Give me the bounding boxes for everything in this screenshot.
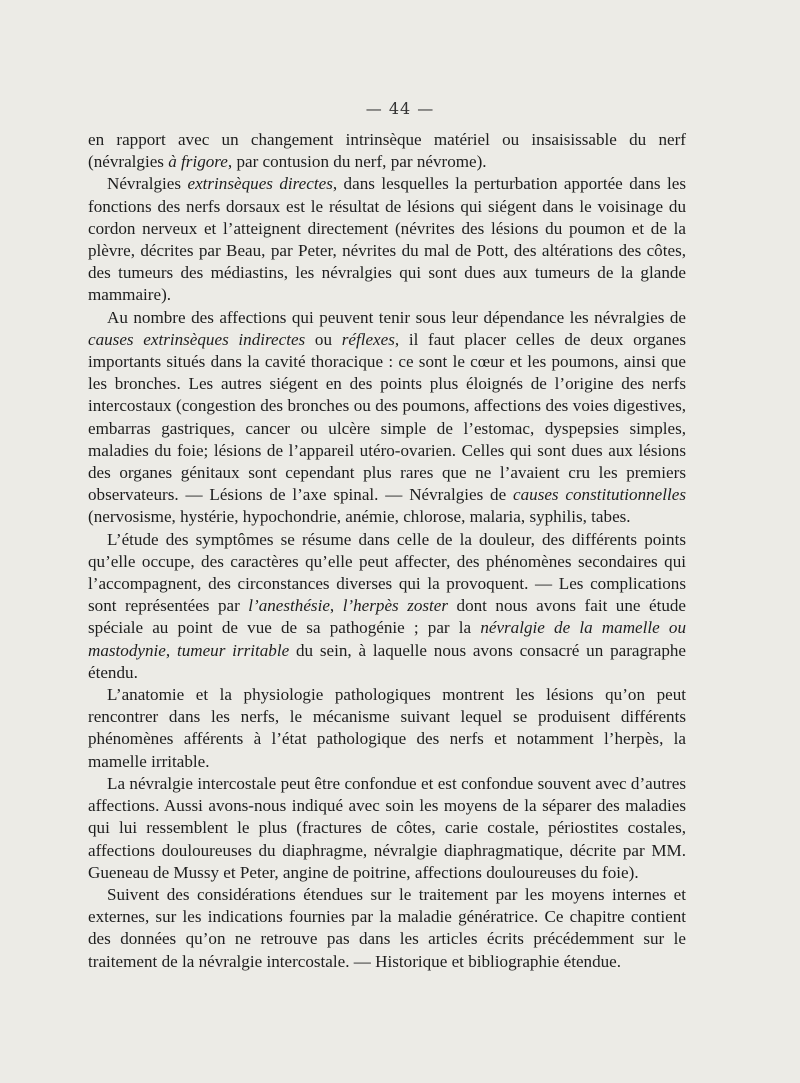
- text-run: en rapport avec un changement intrinsèque matériel ou insaisissable du nerf (névralgies: [88, 130, 686, 172]
- paragraph: [88, 773, 686, 884]
- text-run: , dans lesquelles la perturbation apportée dans les fonctions des nerfs dorsaux est le résultat de lésions qui siégent dans le voisinage du cordon nerveux et l’atteignent directement (névrites des lésions du poumon et de la plèvre, décrites par Beau, par Peter, névrites du mal de Pott, des altérations des côtes, des tumeurs des médiastins, les névralgies qui sont dues aux tumeurs de la glande mammaire).: [88, 174, 686, 305]
- italic-phrase: tumeur irritable: [176, 640, 290, 660]
- text-run: La névralgie intercostale peut être confondue et est confondue souvent avec d’autres affections. Aussi avons-nous indiqué avec soin les moyens de la séparer des maladies qui lui ressemblent le plus (fractures de côtes, carie costale, périostites costales, affections douloureuses du diaphragme, névralgie diaphragmatique, décrite par MM. Gueneau de Mussy et Peter, angine de poitrine, affections douloureuses du foie).: [88, 773, 686, 882]
- italic-phrase: extrinsèques directes: [187, 174, 333, 194]
- italic-phrase: névralgie de la mamelle ou mastodynie: [88, 618, 686, 660]
- text-run: du sein, à laquelle nous avons consacré un paragraphe étendu.: [88, 640, 687, 682]
- text-run: , il faut placer celles de deux organes importants situés dans la cavité thoracique : ce sont le cœur et les poumons, ainsi que les bronches. Les autres siégent en des points plus éloignés de l’origine des nerfs intercostaux (congestion des bronches ou des poumons, affections des voies digestives, embarras gastriques, cancer ou ulcère simple de l’estomac, dyspepsies simples, maladies du foie; lésions de l’appareil utéro-ovarien. Celles qui sont dues aux lésions des organes génitaux sont cependant plus rares que ne l’avaient cru les premiers observateurs. — Lésions de l’axe spinal. — Névralgies de: [88, 329, 686, 505]
- italic-phrase: causes constitutionnelles: [513, 485, 687, 505]
- body-text: [88, 129, 686, 973]
- text-run: Au nombre des affections qui peuvent tenir sous leur dépendance les névralgies de: [107, 307, 686, 327]
- paragraph: [88, 307, 686, 529]
- text-run: L’étude des symptômes se résume dans celle de la douleur, des différents points qu’elle occupe, des caractères qu’elle peut affecter, des phénomènes secondaires qui l’accompagnent, des circonstances diverses qui la provoquent. — Les complications sont représentées par: [88, 529, 686, 616]
- paragraph: [88, 173, 686, 306]
- text-run: , par contusion du nerf, par névrome).: [227, 152, 487, 172]
- italic-phrase: à frigore: [168, 152, 228, 172]
- italic-phrase: causes extrinsèques indirectes: [88, 329, 306, 349]
- paragraph: [88, 884, 686, 973]
- italic-phrase: l’anesthésie: [248, 596, 330, 616]
- text-run: ,: [165, 640, 177, 660]
- italic-phrase: l’herpès zoster: [342, 596, 449, 616]
- italic-phrase: réflexes: [341, 329, 395, 349]
- text-run: L’anatomie et la physiologie pathologiques montrent les lésions qu’on peut rencontrer dans les nerfs, le mécanisme suivant lequel se produisent différents phénomènes afférents à l’état pathologique des nerfs et notamment l’herpès, la mamelle irritable.: [88, 685, 686, 771]
- text-run: ,: [329, 596, 343, 616]
- paragraph: [88, 529, 686, 684]
- text-run: Suivent des considérations étendues sur le traitement par les moyens internes et externes, sur les indications fournies par la maladie génératrice. Ce chapitre contient des données qu’on ne retrouve pas dans les articles écrits précédemment sur le traitement de la névralgie intercostale. — Historique et bibliographie étendue.: [88, 884, 686, 971]
- paragraph: [88, 684, 686, 773]
- text-run: dont nous avons fait une étude spéciale au point de vue de sa pathogénie ; par la: [88, 596, 686, 638]
- page-number: — 44 —: [365, 99, 435, 118]
- text-run: ou: [305, 329, 342, 349]
- paragraph: [88, 129, 686, 173]
- text-run: Névralgies: [107, 174, 188, 194]
- text-run: (nervosisme, hystérie, hypochondrie, anémie, chlorose, malaria, syphilis, tabes.: [88, 507, 631, 527]
